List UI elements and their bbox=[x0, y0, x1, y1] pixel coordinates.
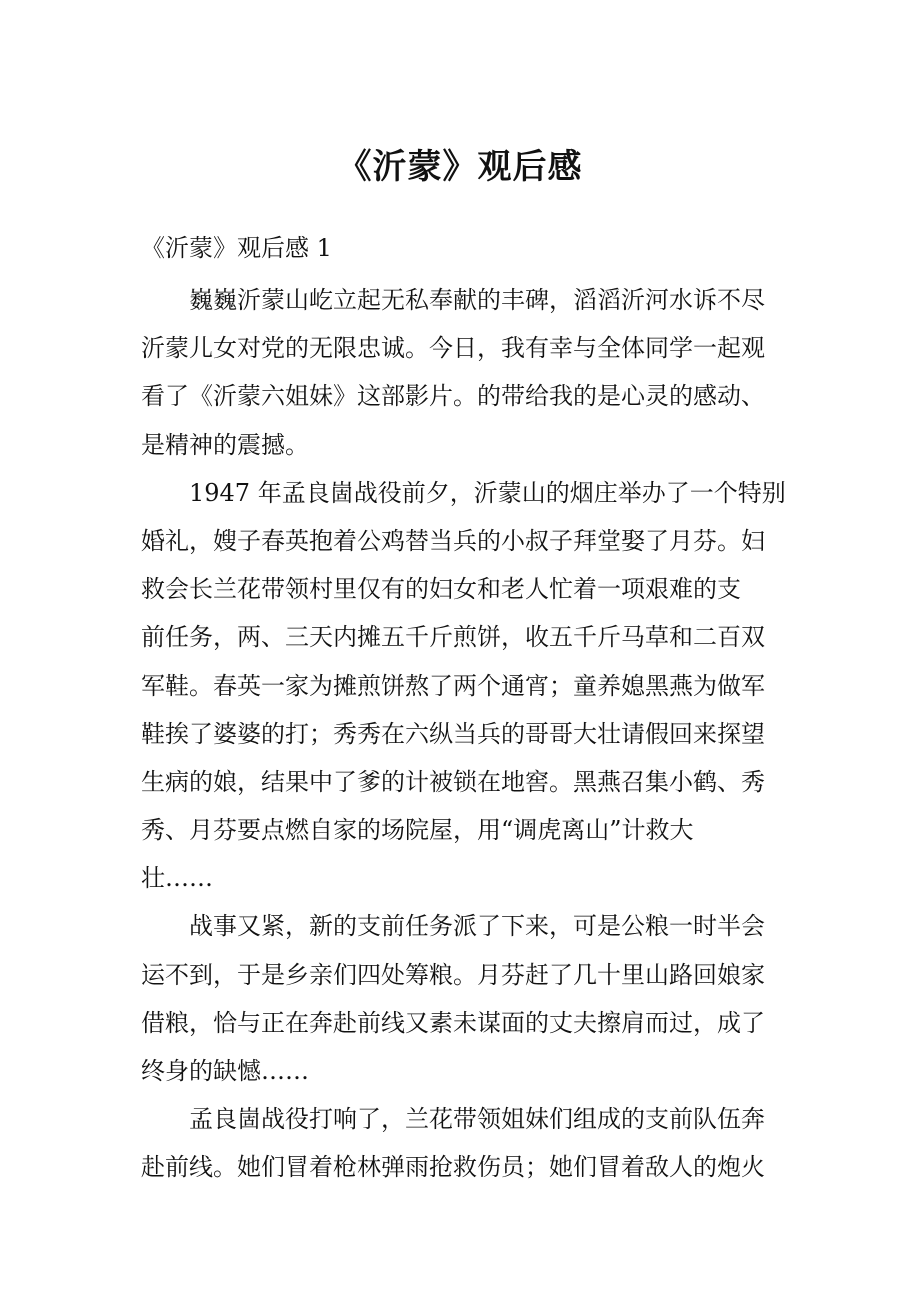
body-line: 借粮，恰与正在奔赴前线又素未谋面的丈夫擦肩而过，成了 bbox=[141, 1008, 765, 1037]
body-line: 战事又紧，新的支前任务派了下来，可是公粮一时半会 bbox=[141, 912, 765, 941]
body-line: 是精神的震撼。 bbox=[141, 430, 309, 459]
body-line: 军鞋。春英一家为摊煎饼熬了两个通宵；童养媳黑燕为做军 bbox=[141, 671, 765, 700]
document-body bbox=[141, 276, 803, 1192]
document-subtitle: 《沂蒙》观后感 1 bbox=[141, 234, 332, 262]
document-title: 《沂蒙》观后感 bbox=[337, 147, 583, 187]
body-line: 赴前线。她们冒着枪林弹雨抢救伤员；她们冒着敌人的炮火 bbox=[141, 1153, 765, 1182]
body-line: 前任务，两、三天内摊五千斤煎饼，收五千斤马草和二百双 bbox=[141, 623, 765, 652]
body-line: 生病的娘，结果中了爹的计被锁在地窖。黑燕召集小鹤、秀 bbox=[141, 767, 765, 796]
body-line: 巍巍沂蒙山屹立起无私奉献的丰碑，滔滔沂河水诉不尽 bbox=[141, 286, 765, 314]
body-line: 救会长兰花带领村里仅有的妇女和老人忙着一项艰难的支 bbox=[141, 575, 741, 604]
body-line: 看了《沂蒙六姐妹》这部影片。的带给我的是心灵的感动、 bbox=[141, 382, 765, 411]
body-line: 1947 年孟良崮战役前夕，沂蒙山的烟庄举办了一个特别 bbox=[141, 478, 786, 507]
body-line: 沂蒙儿女对党的无限忠诚。今日，我有幸与全体同学一起观 bbox=[141, 334, 765, 363]
body-line: 婚礼，嫂子春英抱着公鸡替当兵的小叔子拜堂娶了月芬。妇 bbox=[141, 526, 765, 555]
body-line: 孟良崮战役打响了，兰花带领姐妹们组成的支前队伍奔 bbox=[141, 1105, 765, 1134]
body-line: 壮…… bbox=[141, 864, 213, 893]
body-line: 终身的缺憾…… bbox=[141, 1057, 309, 1085]
body-line: 运不到，于是乡亲们四处筹粮。月芬赶了几十里山路回娘家 bbox=[141, 960, 765, 989]
body-line: 秀、月芬要点燃自家的场院屋，用“调虎离山”计救大 bbox=[141, 816, 694, 845]
body-line: 鞋挨了婆婆的打；秀秀在六纵当兵的哥哥大壮请假回来探望 bbox=[141, 719, 765, 748]
